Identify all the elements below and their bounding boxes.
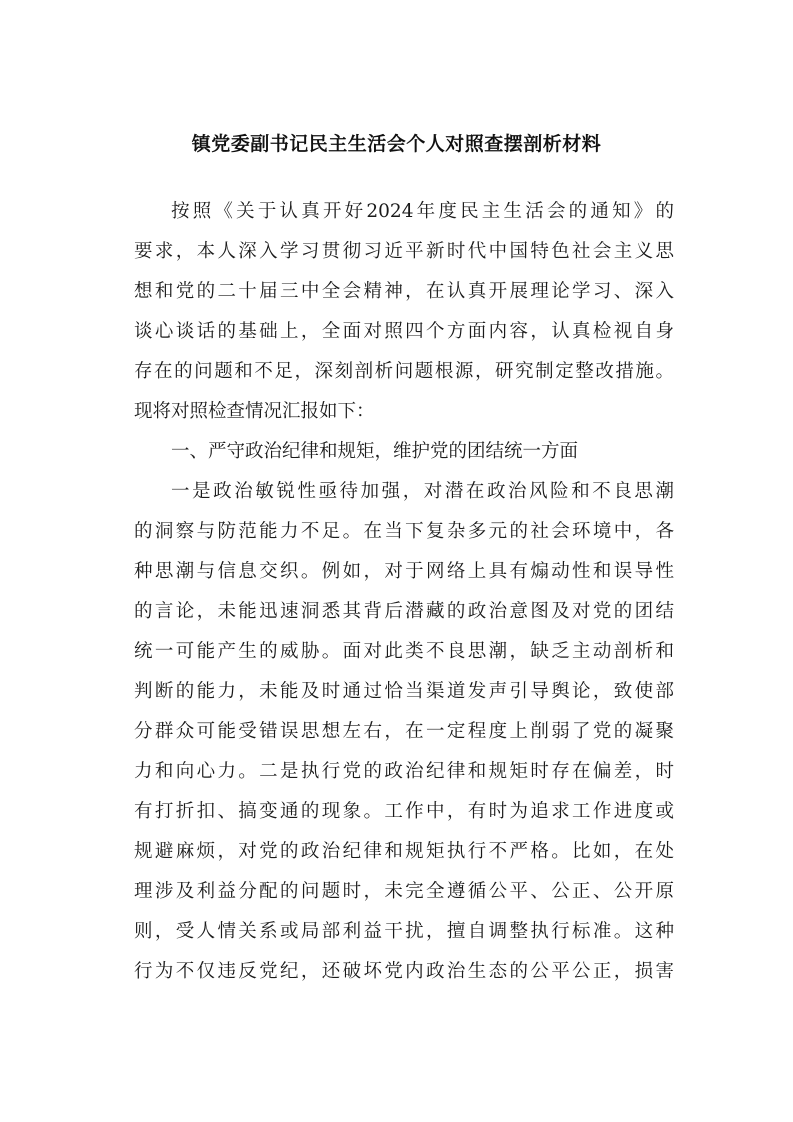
body-text-line: 理涉及利益分配的问题时，未完全遵循公平、公正、公开原 <box>134 881 674 902</box>
body-text-line: 力和向心力。二是执行党的政治纪律和规矩时存在偏差，时 <box>134 761 674 782</box>
document-body <box>134 192 674 992</box>
body-text-line: 种思潮与信息交织。例如，对于网络上具有煽动性和误导性 <box>134 561 674 582</box>
document-title: 镇党委副书记民主生活会个人对照查摆剖析材料 <box>191 133 602 155</box>
body-text-line: 想和党的二十届三中全会精神，在认真开展理论学习、深入 <box>134 281 674 302</box>
body-text-line: 一是政治敏锐性亟待加强，对潜在政治风险和不良思潮 <box>171 481 674 502</box>
body-text-line: 按照《关于认真开好2024年度民主生活会的通知》的 <box>171 201 674 222</box>
body-text-line: 行为不仅违反党纪，还破坏党内政治生态的公平公正，损害 <box>134 961 674 982</box>
body-text-line: 的洞察与防范能力不足。在当下复杂多元的社会环境中，各 <box>134 521 674 542</box>
body-text-line: 判断的能力，未能及时通过恰当渠道发声引导舆论，致使部 <box>134 681 674 702</box>
body-text-line: 的言论，未能迅速洞悉其背后潜藏的政治意图及对党的团结 <box>134 601 674 622</box>
body-text-line: 分群众可能受错误思想左右，在一定程度上削弱了党的凝聚 <box>134 721 674 742</box>
body-text-line: 一、严守政治纪律和规矩，维护党的团结统一方面 <box>171 441 579 462</box>
body-text-line: 现将对照检查情况汇报如下： <box>134 401 375 422</box>
body-text-line: 统一可能产生的威胁。面对此类不良思潮，缺乏主动剖析和 <box>134 641 674 662</box>
body-text-line: 有打折扣、搞变通的现象。工作中，有时为追求工作进度或 <box>134 801 674 822</box>
body-text-line: 存在的问题和不足，深刻剖析问题根源，研究制定整改措施。 <box>134 361 674 382</box>
body-text-line: 则，受人情关系或局部利益干扰，擅自调整执行标准。这种 <box>134 921 674 942</box>
body-text-line: 谈心谈话的基础上，全面对照四个方面内容，认真检视自身 <box>134 321 674 342</box>
body-text-line: 要求，本人深入学习贯彻习近平新时代中国特色社会主义思 <box>134 241 674 262</box>
body-text-line: 规避麻烦，对党的政治纪律和规矩执行不严格。比如，在处 <box>134 841 674 862</box>
